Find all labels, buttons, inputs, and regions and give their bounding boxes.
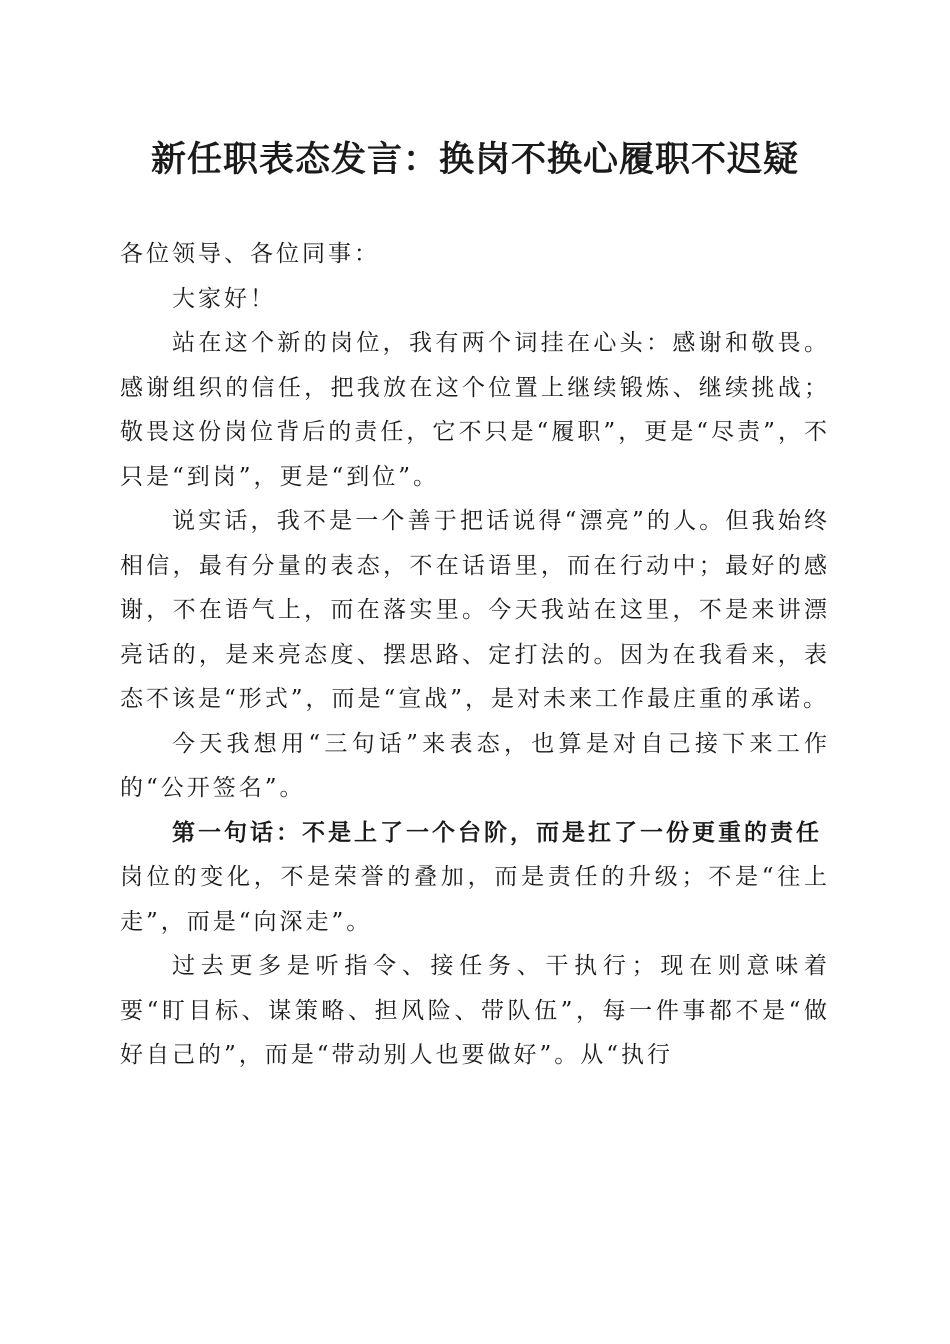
paragraph: 过去更多是听指令、接任务、干执行；现在则意味着要“盯目标、谋策略、担风险、带队伍”，每一件事都不是“做好自己的”，而是“带动别人也要做好”。从“执行: [120, 953, 830, 1068]
salutation: 各位领导、各位同事：: [120, 241, 380, 267]
document-body: [120, 232, 830, 1078]
paragraph: 今天我想用“三句话”来表态，也算是对自己接下来工作的“公开签名”。: [120, 730, 830, 801]
greeting: 大家好！: [172, 285, 276, 312]
section-heading: 第一句话：不是上了一个台阶，而是扛了一份更重的责任: [172, 818, 822, 846]
paragraph: 岗位的变化，不是荣誉的叠加，而是责任的升级；不是“往上走”，而是“向深走”。: [120, 864, 830, 935]
document-title: 新任职表态发言：换岗不换心履职不迟疑: [150, 139, 799, 180]
paragraph: 说实话，我不是一个善于把话说得“漂亮”的人。但我始终相信，最有分量的表态，不在话语里，而在行动中；最好的感谢，不在语气上，而在落实里。今天我站在这里，不是来讲漂亮话的，是来亮态度、摆思路、定打法的。因为在我看来，表态不该是“形式”，而是“宣战”，是对未来工作最庄重的承诺。: [120, 508, 830, 712]
paragraph: 站在这个新的岗位，我有两个词挂在心头：感谢和敬畏。感谢组织的信任，把我放在这个位置上继续锻炼、继续挑战；敬畏这份岗位背后的责任，它不只是“履职”，更是“尽责”，不只是“到岗”，更是“到位”。: [120, 330, 830, 490]
